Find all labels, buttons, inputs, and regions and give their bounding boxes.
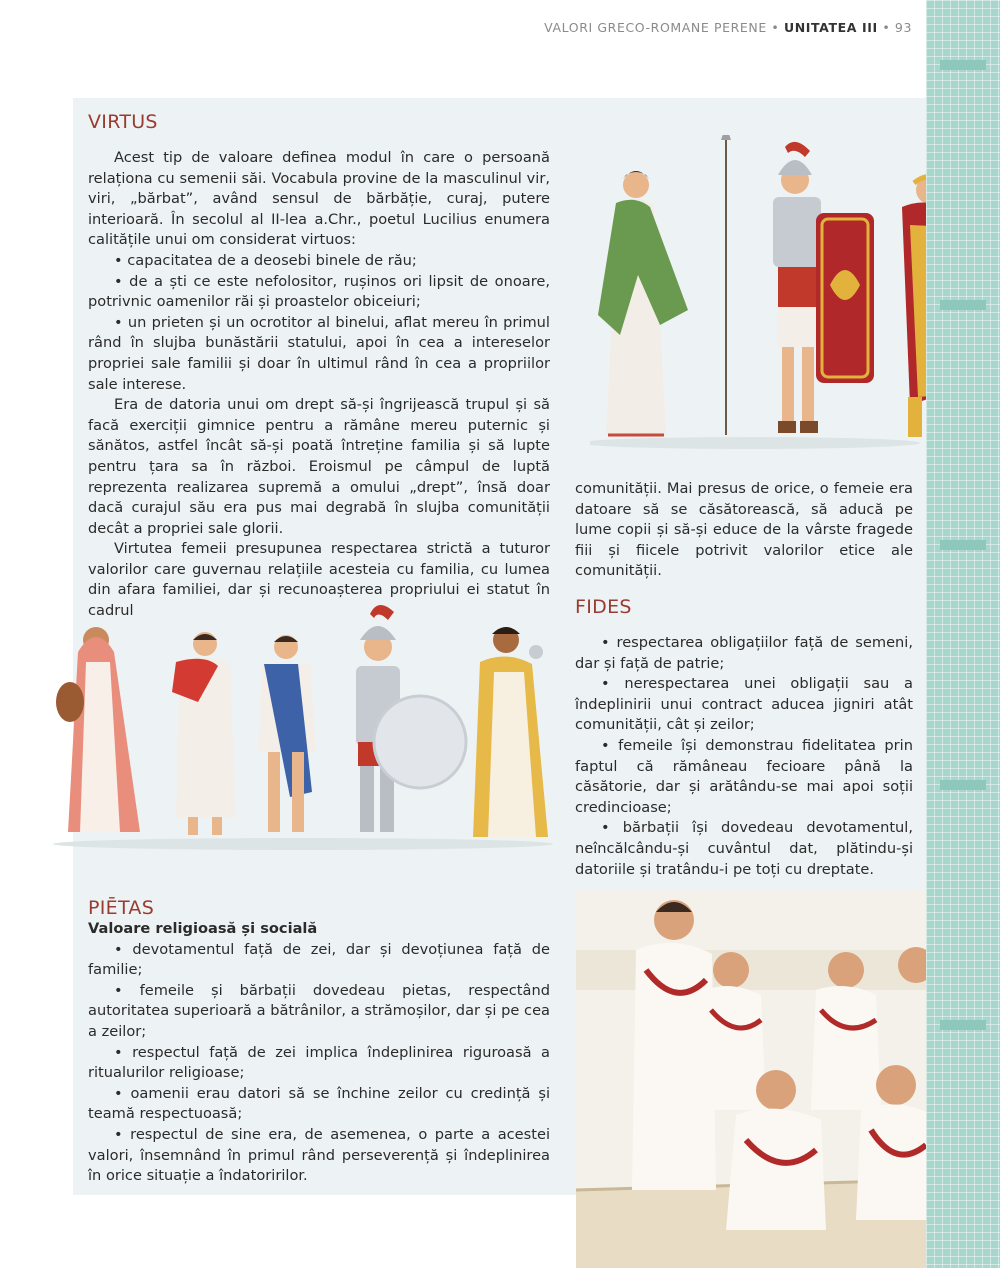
pietas-subtitle: Valoare religioasă și socială <box>88 920 318 937</box>
header-unit: UNITATEA III <box>783 20 878 35</box>
mosaic-border <box>926 0 1000 1268</box>
virtus-continuation: comunității. Mai presus de orice, o femeie era datoare să se căsătorească, să aducă pe lume copii și să-și educe de la vârste fragede fiii și fiicele potrivit valorilor etice ale comunității. <box>575 480 913 580</box>
roman-citizens-image <box>48 592 558 852</box>
roman-figures-image <box>590 135 926 450</box>
fides-title: FIDES <box>575 596 632 618</box>
running-header: VALORI GRECO-ROMANE PERENE • UNITATEA III • 93 <box>544 20 912 35</box>
roman-citizens-illustration <box>48 592 558 852</box>
senators-illustration <box>576 890 926 1268</box>
virtus-text: Acest tip de valoare definea modul în care o persoană relaționa cu semenii săi. Vocabula provine de la masculinul vir, viri, „bărbat”, având sensul de bărbăție, curaj, putere interioară. În secolul al II-lea a.Chr., poetul Lucilius enumera calitățile unui om considerat virtuos: • capacitatea de a deosebi binele de rău; • de a ști ce este nefolositor, rușinos ori lipsit de onoare, potrivnic oamenilor răi și proastelor obiceiuri; • un prieten și un ocrotitor al binelui, aflat mereu în primul rând în slujba bunăstării statului, apoi în cea a intereselor propriei sale familii și doar în ultimul rând în cea a propriilor sale interese. Era de datoria unui om drept să-și îngrijească trupul și să facă exerciții gimnice pentru a rămâne mereu puternic și sănătos, astfel încât să-și poată întreține familia și să lupte pentru țara sa în război. Eroismul pe câmpul de luptă reprezenta realizarea supremă a omului „drept”, însă doar dacă curajul său era pus mai degrabă în slujba comunității decât a propriei sale glorii. Virtutea femeii presupunea respectarea strictă a tuturor valorilor care guvernau relațiile acesteia cu familia, cu lumea din afara familiei, dar și recunoașterea propriului ei statut în cadrul <box>88 149 550 620</box>
pietas-title: PIĒTAS <box>88 897 155 919</box>
fides-text: • respectarea obligațiilor față de semeni, dar și față de patrie; • nerespectarea unei obligații sau a îndeplinirii unui contract aducea jigniri atât comunității, cât și zeilor; • femeile își demonstrau fidelitatea prin faptul că rămâneau fecioare până la căsătorie, dar și arătându-se mai apoi soții credincioase; • bărbații își dovedeau devotamentul, neîncălcându-și cuvântul dat, plătindu-și datoriile și tratându-i pe toți cu dreptate. <box>575 634 913 878</box>
header-section: VALORI GRECO-ROMANE PERENE <box>544 20 767 35</box>
senators-image <box>576 890 926 1268</box>
page-number: 93 <box>894 20 912 35</box>
roman-figures-illustration <box>590 135 926 450</box>
pietas-text: Valoare religioasă și socială • devotamentul față de zei, dar și devoțiunea față de familie; • femeile și bărbații dovedeau pietas, respectând autoritatea superioară a bătrânilor, a strămoșilor, dar și pe cea a zeilor; • respectul față de zei implica îndeplinirea riguroasă a ritualurilor religioase; • oamenii erau datori să se închine zeilor cu credință și teamă respectuoasă; • respectul de sine era, de asemenea, o parte a acestei valori, însemnând în primul rând perseverență și îndeplinirea în orice situație a îndatoririlor. <box>88 920 550 1185</box>
virtus-title: VIRTUS <box>88 111 158 133</box>
